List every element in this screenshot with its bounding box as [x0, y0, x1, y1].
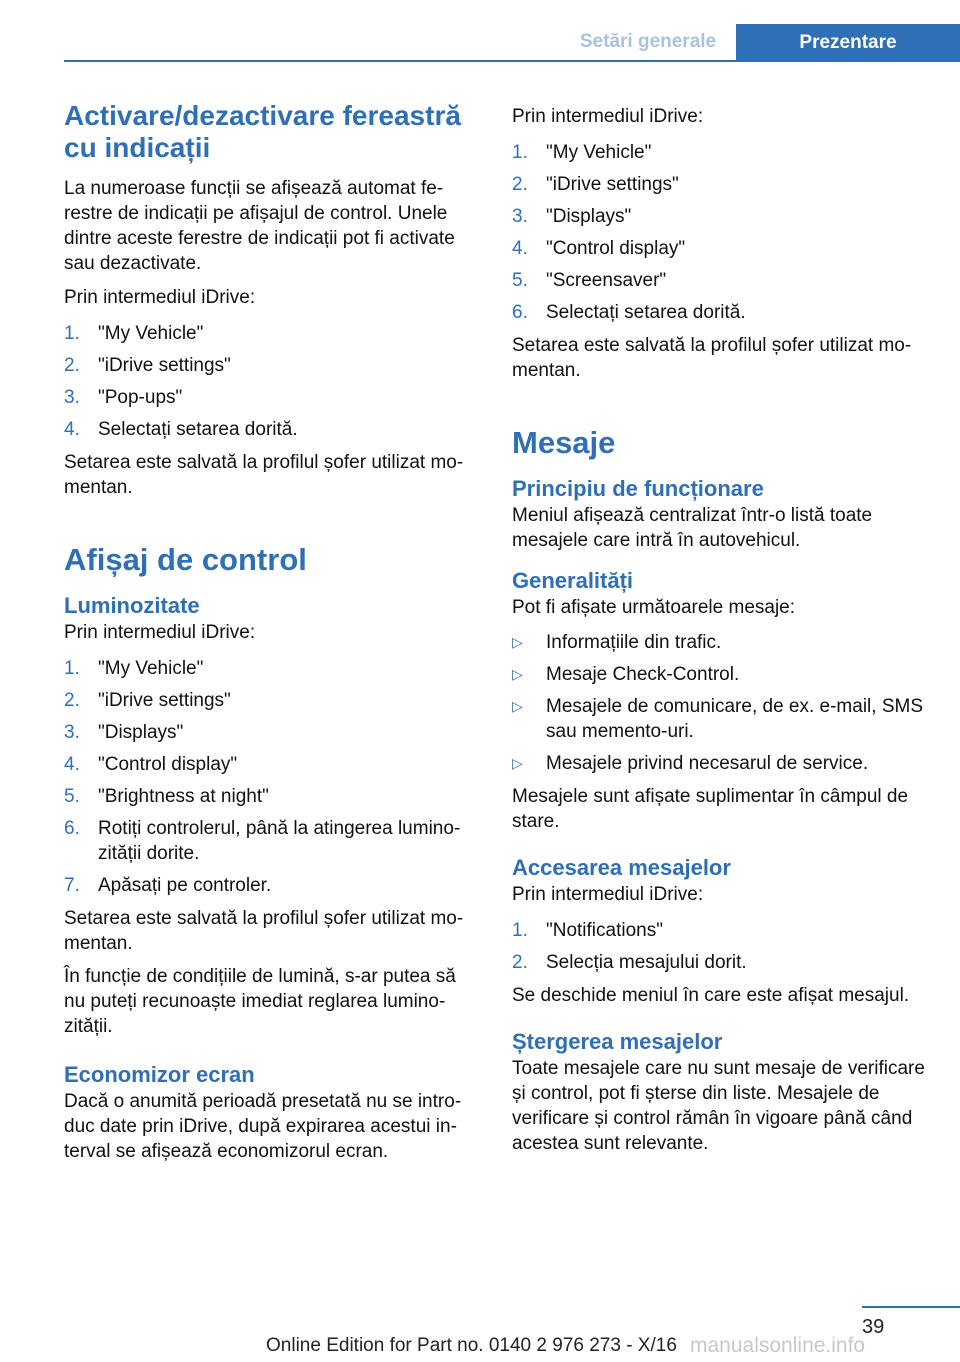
list-item: ▷ Mesajele de comunicare, de ex. e-mail, SMS sau memento-uri.	[512, 696, 923, 742]
principle-text: Meniul afișează centralizat într-o listă toate mesajele care intră în autovehicul.	[512, 505, 873, 551]
right-column	[512, 100, 928, 1156]
list-access	[512, 918, 928, 975]
popups-intro: La numeroase funcții se afișează automat ferestre de indicații pe afișajul de control. Unele dintre aceste ferestre de indicații pot fi activate sau dezactivate.	[64, 178, 455, 274]
list-item: 1. "My Vehicle"	[64, 323, 204, 344]
triangle-bullet-icon: ▷	[512, 698, 523, 714]
heading-popups: Activare/dezactivare fereastră cu indicații	[64, 100, 461, 163]
status-field-note: Mesajele sunt afișate suplimentar în câmpul de stare.	[512, 786, 909, 832]
list-item: 2. "iDrive settings"	[64, 355, 231, 376]
page-number: 39	[862, 1316, 885, 1338]
left-column	[64, 100, 480, 1164]
list-item: 6. Rotiți controlerul, până la atingerea luminozității dorite.	[64, 818, 461, 864]
triangle-bullet-icon: ▷	[512, 634, 523, 650]
edition-footer: Online Edition for Part no. 0140 2 976 273 - X/16	[266, 1335, 677, 1356]
saved-note-2: Setarea este salvată la profilul șofer utilizat momentan.	[64, 908, 464, 954]
list-item: 2. Selecția mesajului dorit.	[512, 952, 747, 973]
screensaver-text: Dacă o anumită perioadă presetată nu se introduc date prin iDrive, după expirarea acestui interval se afișează economizorul ecran.	[64, 1091, 462, 1162]
heading-general: Generalități	[512, 568, 634, 593]
list-screensaver	[512, 140, 928, 325]
heading-principle: Principiu de funcționare	[512, 476, 764, 501]
list-item: 1. "My Vehicle"	[64, 658, 204, 679]
delete-text: Toate mesajele care nu sunt mesaje de verificare și control, pot fi șterse din liste. Mesajele de verificare și control rămân în vigoare până când acestea sunt relevante.	[512, 1058, 925, 1154]
via-idrive-1: Prin intermediul iDrive:	[64, 287, 256, 308]
heading-delete: Ștergerea mesajelor	[512, 1029, 723, 1054]
watermark: manualsonline.info	[690, 1334, 866, 1357]
list-item: 4. Selectați setarea dorită.	[64, 419, 298, 440]
via-idrive-3: Prin intermediul iDrive:	[512, 106, 704, 127]
heading-access: Accesarea mesajelor	[512, 855, 731, 880]
list-item: 1. "Notifications"	[512, 920, 663, 941]
triangle-bullet-icon: ▷	[512, 755, 523, 771]
triangle-bullet-icon: ▷	[512, 666, 523, 682]
list-message-types	[512, 630, 928, 776]
header-tab-label[interactable]: Prezentare	[736, 24, 960, 62]
page-number-rule	[862, 1306, 960, 1308]
via-idrive-4: Prin intermediul iDrive:	[512, 884, 704, 905]
list-item: 1. "My Vehicle"	[512, 142, 652, 163]
list-item: ▷ Mesaje Check-Control.	[512, 664, 740, 685]
list-item: 4. "Control display"	[512, 238, 686, 259]
list-item: 3. "Displays"	[64, 722, 184, 743]
list-item: 3. "Displays"	[512, 206, 632, 227]
heading-messages: Mesaje	[512, 425, 616, 460]
list-item: ▷ Mesajele privind necesarul de service.	[512, 753, 869, 774]
general-text: Pot fi afișate următoarele mesaje:	[512, 597, 796, 618]
heading-brightness: Luminozitate	[64, 593, 200, 618]
list-popups	[64, 321, 480, 442]
heading-control-display: Afișaj de control	[64, 542, 307, 577]
heading-screensaver: Economizor ecran	[64, 1062, 255, 1087]
list-item: 6. Selectați setarea dorită.	[512, 302, 746, 323]
opens-note: Se deschide meniul în care este afișat mesajul.	[512, 985, 910, 1006]
list-item: ▷ Informațiile din trafic.	[512, 632, 722, 653]
list-item: 5. "Brightness at night"	[64, 786, 269, 807]
list-item: 3. "Pop-ups"	[64, 387, 183, 408]
list-item: 4. "Control display"	[64, 754, 238, 775]
list-item: 7. Apăsați pe controler.	[64, 875, 272, 896]
header-section-label[interactable]: Setări generale	[579, 31, 717, 52]
via-idrive-2: Prin intermediul iDrive:	[64, 622, 256, 643]
header-rule	[64, 60, 960, 62]
list-item: 2. "iDrive settings"	[512, 174, 679, 195]
list-brightness	[64, 656, 480, 898]
saved-note-1: Setarea este salvată la profilul șofer utilizat momentan.	[64, 452, 464, 498]
light-conditions-note: În funcție de condițiile de lumină, s-ar putea să nu puteți recunoaște imediat reglarea luminozității.	[64, 966, 456, 1037]
list-item: 2. "iDrive settings"	[64, 690, 231, 711]
list-item: 5. "Screensaver"	[512, 270, 667, 291]
saved-note-3: Setarea este salvată la profilul șofer utilizat momentan.	[512, 335, 912, 381]
page-header	[0, 0, 960, 64]
